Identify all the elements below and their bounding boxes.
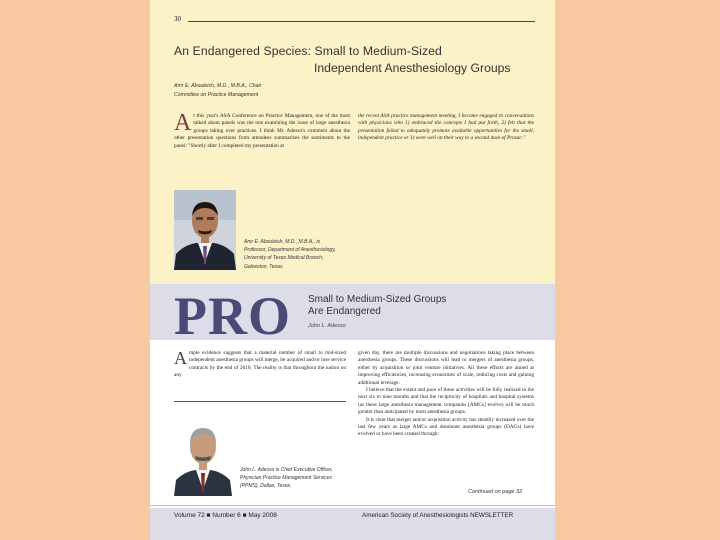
article-author-name: Amr E. Abouleish, M.D., M.B.A., Chair xyxy=(174,83,262,89)
author-photo-adesso xyxy=(174,414,232,496)
pro-title-line2: Are Endangered xyxy=(308,306,381,317)
pro-paragraph-3: It is clear that merger and/or acquisition activity has steadily increased over the last few years as large AMCs and dominant anesthesia groups (DAGs) have evolved or have been created through: xyxy=(358,416,534,438)
abouleish-caption-line1: Amr E. Abouleish, M.D., M.B.A., is xyxy=(244,239,320,245)
footer-issue: Volume 72 ■ Number 6 ■ May 2008 xyxy=(174,512,277,519)
adesso-caption-line3: (PPMS), Dallas, Texas. xyxy=(240,483,292,490)
abouleish-caption-line3: University of Texas Medical Branch, xyxy=(244,255,324,262)
pro-title-line1: Small to Medium-Sized Groups xyxy=(308,294,447,305)
article-title-line1: An Endangered Species: Small to Medium-Sized xyxy=(174,44,442,58)
pro-column-rule xyxy=(174,401,346,402)
footer-rule xyxy=(150,505,555,506)
header-rule xyxy=(188,21,535,22)
article-left-column xyxy=(174,110,350,150)
page-number: 30 xyxy=(174,15,181,23)
pro-left-column xyxy=(174,350,346,380)
article-author xyxy=(174,82,294,100)
pro-right-column xyxy=(358,350,534,439)
pro-label: PRO xyxy=(174,286,291,346)
abouleish-caption-line4: Galveston, Texas. xyxy=(244,263,284,270)
article-author-role: Committee on Practice Management xyxy=(174,92,259,98)
pro-left-text: mple evidence suggests that a material number of small to mid-sized independent anesthesia groups will merge, be acquired and/or lose service contracts by the end of 2010. The reality is that throughout the nation on any xyxy=(174,350,346,379)
adesso-caption xyxy=(240,466,360,491)
pro-paragraph-2: I believe that the extent and pace of these activities will be fully realized in the next six to nine months and that the reciprocity of hospitals and hospital systems (as these large anesthesia management companies [AMCs] evolve) will be much greater than anticipated by most anesthesia groups. xyxy=(358,387,534,416)
footer-publication: American Society of Anesthesiologists NEWSLETTER xyxy=(362,512,514,519)
adesso-caption-line1: John L. Adesso is Chief Executive Officer, xyxy=(240,467,333,473)
pro-paragraph-1: given day, there are multiple discussions and negotiations taking place between anesthesia groups. These discussions will lead to mergers of anesthesia groups, either by acquisition or joint venture initiatives. All these efforts are aimed at improving efficiencies, increasing economies of scale, reducing costs and gaining additional leverage. xyxy=(358,350,534,386)
article-title-line2: Independent Anesthesiology Groups xyxy=(314,61,511,75)
abouleish-caption xyxy=(244,238,364,271)
pro-dropcap: A xyxy=(174,348,187,368)
newsletter-page xyxy=(150,0,555,540)
article-left-text: t this year's ASA Conference on Practice Management, one of the most talked about panels was the one examining the issue of large anesthesia groups taking over practices. I think Mr. Adesso's comment about the other presentation questions from attendees summarizes the sentiments to the panel: "Shortly after I completed my presentation at xyxy=(174,113,350,149)
abouleish-caption-line2: Professor, Department of Anesthesiology, xyxy=(244,247,336,254)
pro-author: John L. Adesso xyxy=(308,323,346,329)
adesso-caption-line2: Physician Practice Management Services xyxy=(240,475,332,482)
article-right-column: the recent ASA practice management meeting, I became engaged in conversations with physicians who 1) embraced the concepts I had put forth, 2) felt that the presentation failed to adequately promote available opportunities for the small, independent practice or 3) were well on their way to a second dose of Prozac." xyxy=(358,113,534,142)
pro-title xyxy=(308,294,446,318)
article-dropcap: A xyxy=(174,110,192,136)
author-photo-abouleish xyxy=(174,190,236,270)
continued-note: Continued on page 32 xyxy=(468,489,523,495)
